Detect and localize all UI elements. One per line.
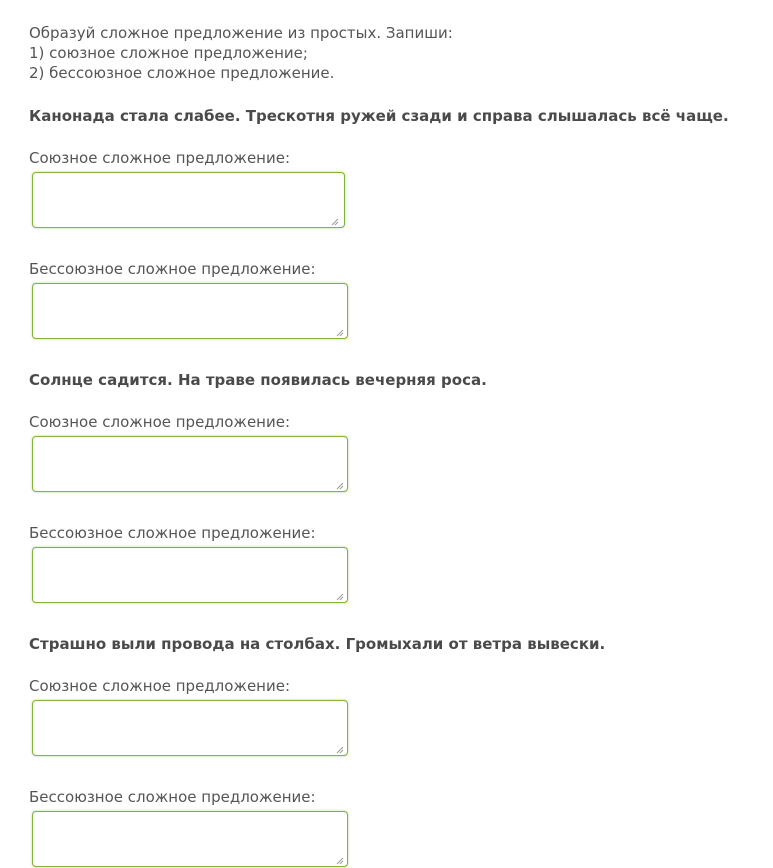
task-2-nonunion-input[interactable] <box>32 547 348 603</box>
task-2-nonunion-field <box>29 547 349 604</box>
task-3-nonunion-label: Бессоюзное сложное предложение: <box>29 788 316 806</box>
task-3-union-field <box>29 700 349 757</box>
task-2-union-field <box>29 436 349 493</box>
task-3-nonunion-field <box>29 811 349 868</box>
task-2-union-input[interactable] <box>32 436 348 492</box>
task-1-nonunion-label: Бессоюзное сложное предложение: <box>29 260 316 278</box>
task-1-union-field <box>29 172 349 229</box>
task-1-union-label: Союзное сложное предложение: <box>29 149 291 167</box>
instructions <box>29 24 759 82</box>
task-2-nonunion-label: Бессоюзное сложное предложение: <box>29 524 316 542</box>
instructions-line-3: 2) бессоюзное сложное предложение. <box>29 64 335 82</box>
task-1-sentence: Канонада стала слабее. Трескотня ружей сзади и справа слышалась всё чаще. <box>29 107 729 125</box>
instructions-line-1: Образуй сложное предложение из простых. Запиши: <box>29 24 453 42</box>
instructions-line-2: 1) союзное сложное предложение; <box>29 44 308 62</box>
task-3-union-input[interactable] <box>32 700 348 756</box>
task-3-union-label: Союзное сложное предложение: <box>29 677 291 695</box>
task-2-sentence: Солнце садится. На траве появилась вечерняя роса. <box>29 371 487 389</box>
task-3-sentence: Страшно выли провода на столбах. Громыхали от ветра вывески. <box>29 635 606 653</box>
task-2-union-label: Союзное сложное предложение: <box>29 413 291 431</box>
task-1-nonunion-input[interactable] <box>32 283 348 339</box>
task-1-union-input[interactable] <box>32 172 345 228</box>
exercise-page <box>29 24 759 868</box>
task-3-nonunion-input[interactable] <box>32 811 348 867</box>
task-1-nonunion-field <box>29 283 349 340</box>
